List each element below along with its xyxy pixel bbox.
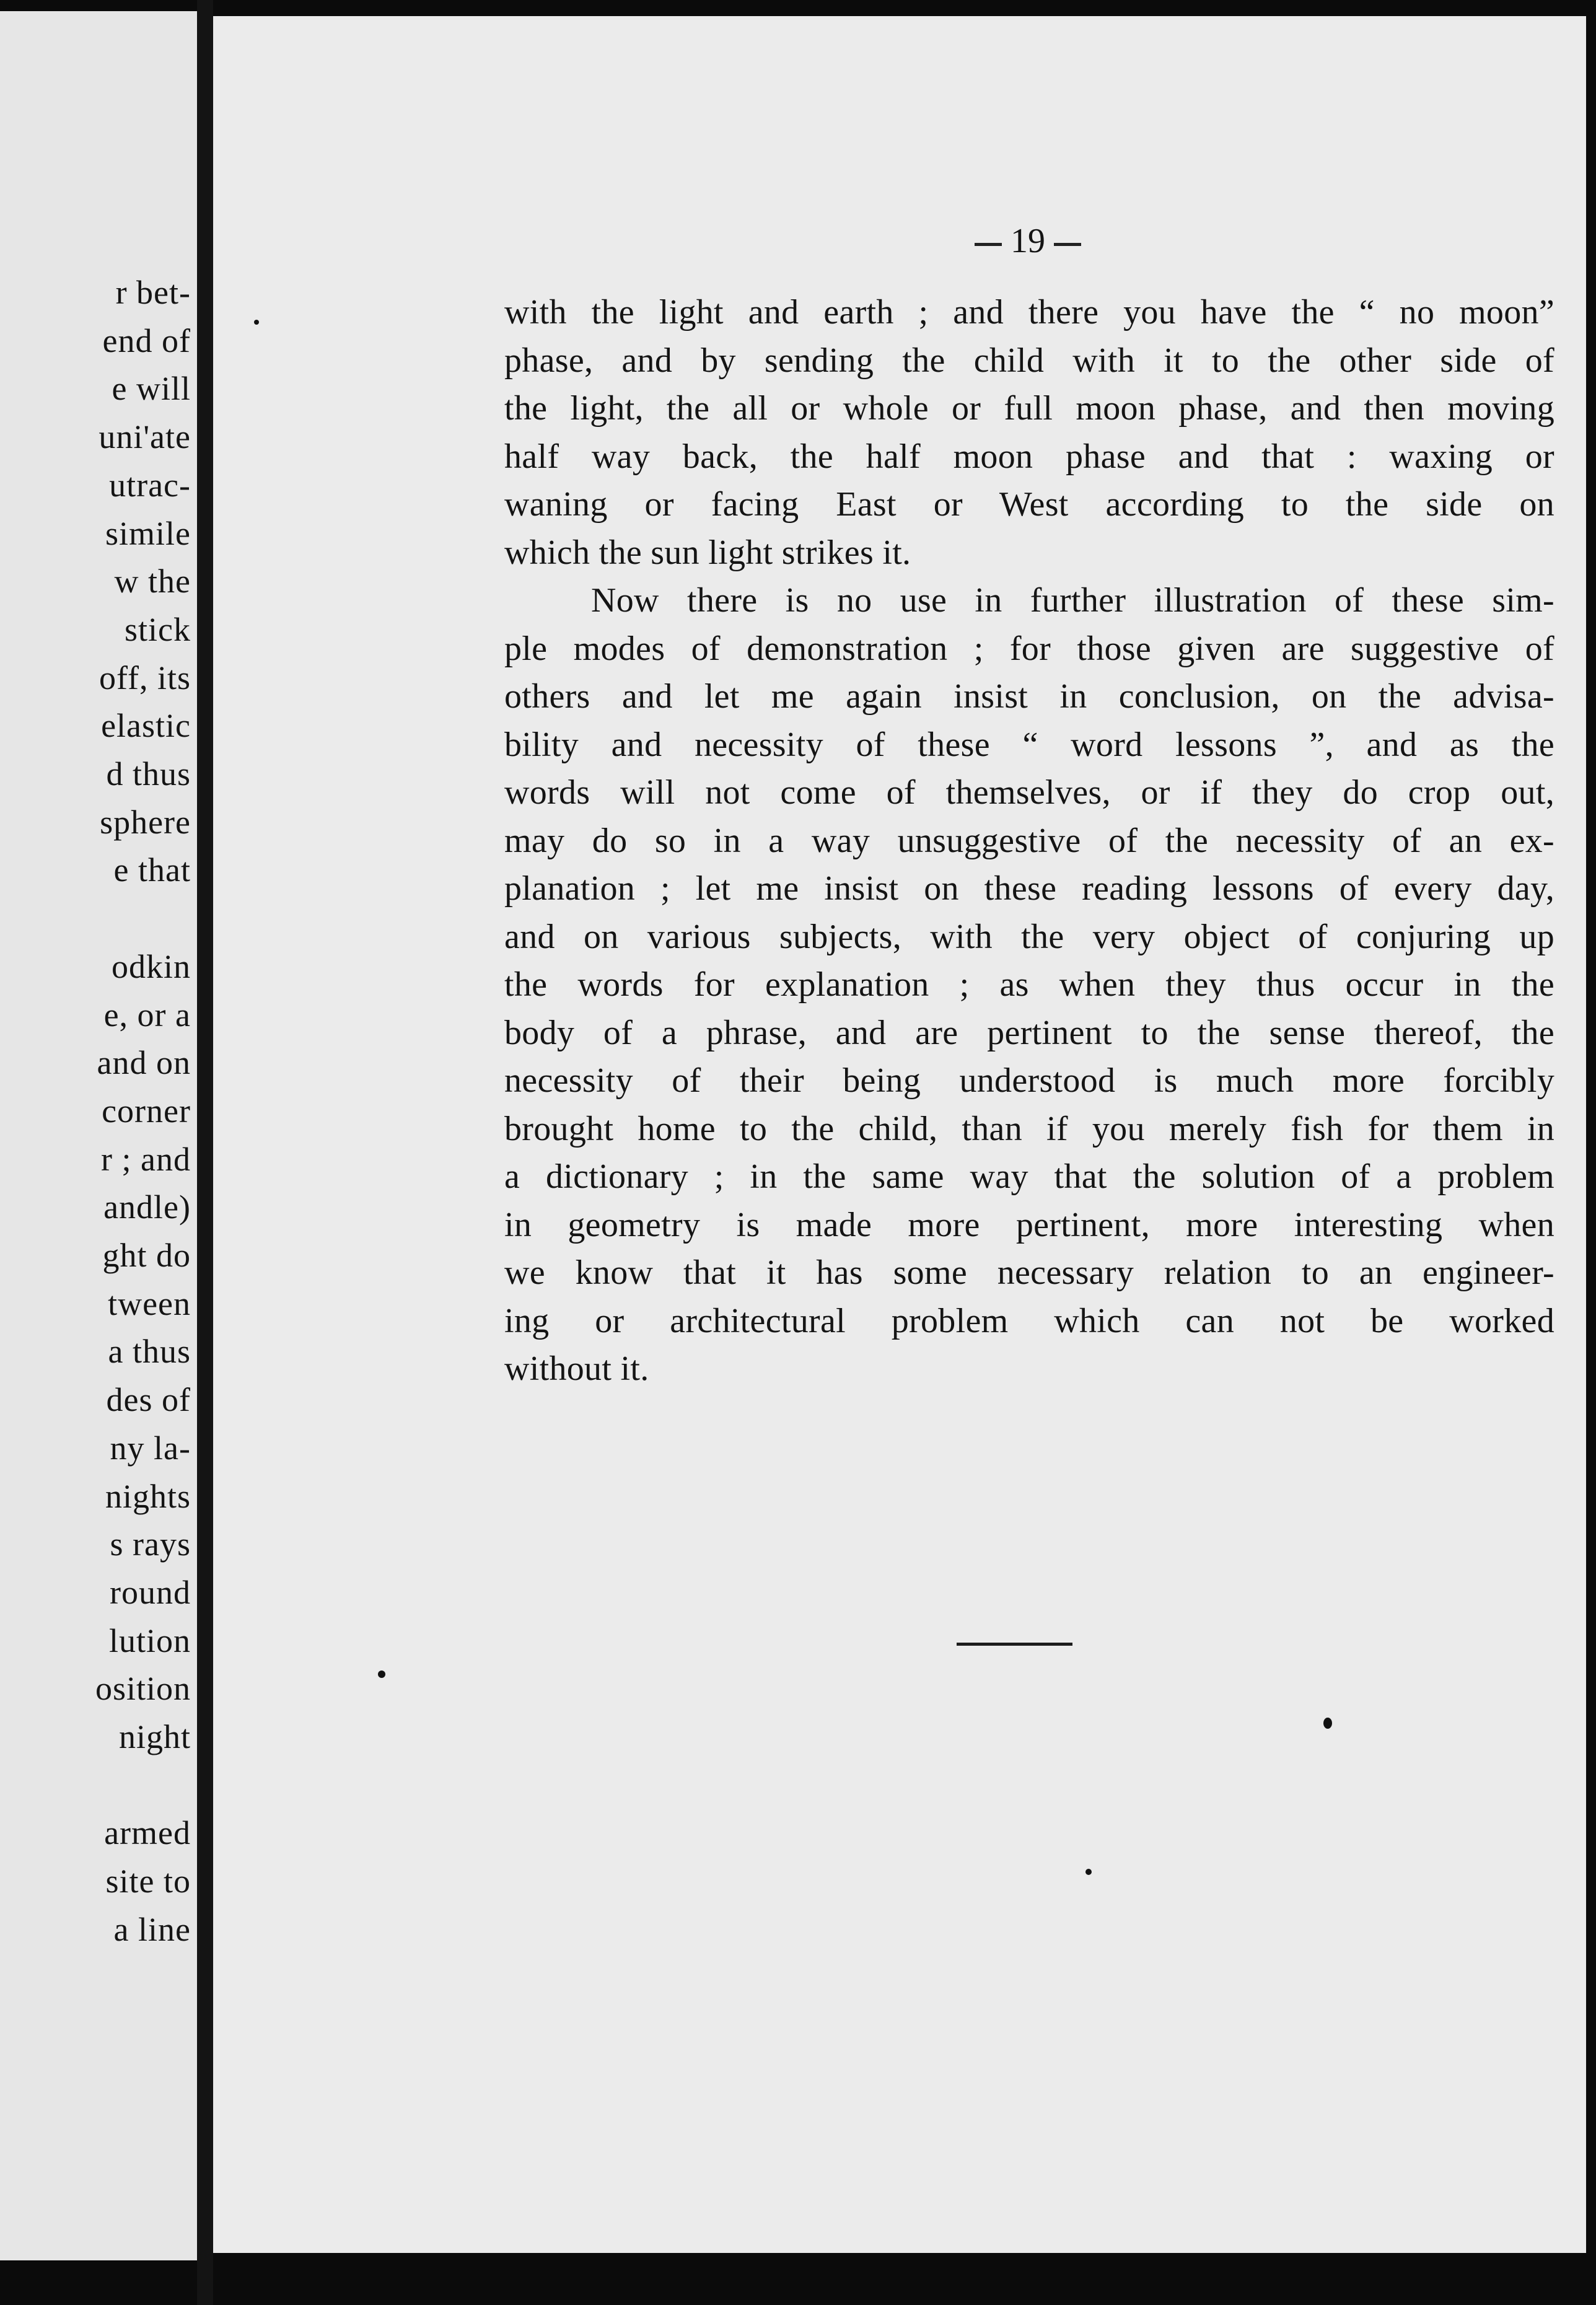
page-number [966, 219, 1090, 263]
previous-page-line: s rays [110, 1526, 191, 1563]
previous-page-line: e will [112, 370, 191, 408]
body-text-line: in geometry is made more pertinent, more interesting when [504, 1205, 1554, 1244]
body-text-line: half way back, the half moon phase and that : waxing or [504, 437, 1554, 476]
body-text-line: without it. [504, 1350, 649, 1388]
body-text-line: may do so in a way unsuggestive of the necessity of an ex- [504, 821, 1554, 860]
previous-page-line: utrac- [109, 466, 191, 504]
previous-page-line: ny la- [110, 1429, 191, 1467]
body-text-line: words will not come of themselves, or if they do crop out, [504, 773, 1554, 812]
scan-speck [1323, 1718, 1332, 1729]
previous-page-line: des of [106, 1381, 191, 1419]
body-text-line: bility and necessity of these “ word lessons ”, and as the [504, 725, 1554, 764]
body-text-line: a dictionary ; in the same way that the solution of a problem [504, 1157, 1554, 1196]
previous-page-line: lution [108, 1622, 191, 1659]
previous-page-line: stick [125, 610, 191, 648]
body-text-line: the words for explanation ; as when they thus occur in the [504, 965, 1554, 1004]
scan-speck [254, 320, 259, 325]
previous-page-line: andle) [103, 1188, 191, 1226]
body-text-line: phase, and by sending the child with it to the other side of [504, 341, 1554, 380]
scan-speck [1085, 1869, 1092, 1875]
previous-page-line: elastic [101, 707, 191, 745]
scan-speck [378, 1671, 385, 1678]
previous-page-line: osition [95, 1670, 191, 1708]
body-text-line: others and let me again insist in conclusion, on the advisa- [504, 677, 1554, 716]
previous-page-line: e that [113, 851, 191, 889]
previous-page-line: ght do [102, 1237, 191, 1274]
body-text-line: ple modes of demonstration ; for those given are suggestive of [504, 629, 1554, 668]
body-text [504, 289, 1554, 1394]
previous-page-line: site to [105, 1863, 191, 1900]
body-text-line: which the sun light strikes it. [504, 533, 911, 572]
body-text-line: Now there is no use in further illustration of these sim- [591, 581, 1554, 620]
body-text-line: brought home to the child, than if you merely fish for them in [504, 1109, 1554, 1148]
previous-page-line: w the [114, 563, 191, 600]
previous-page-line: off, its [99, 659, 191, 696]
previous-page-line: end of [102, 322, 191, 359]
previous-page-line: uni'ate [99, 418, 191, 456]
previous-page-edge [0, 11, 197, 2260]
body-text-line: and on various subjects, with the very object of conjuring up [504, 917, 1554, 956]
previous-page-line: round [110, 1573, 191, 1611]
page-number-dash-right [1054, 243, 1081, 246]
previous-page-line: simile [105, 514, 191, 552]
previous-page-line: r ; and [101, 1140, 191, 1178]
page-number-value: 19 [1011, 222, 1045, 260]
previous-page-line: d thus [106, 755, 191, 792]
previous-page-line: r bet- [115, 274, 191, 311]
body-text-line: with the light and earth ; and there you have the “ no moon” [504, 293, 1554, 331]
previous-page-line: tween [108, 1284, 191, 1322]
body-text-line: planation ; let me insist on these reading lessons of every day, [504, 869, 1554, 908]
previous-page-line: armed [104, 1814, 191, 1852]
body-text-line: body of a phrase, and are pertinent to the sense thereof, the [504, 1013, 1554, 1052]
section-end-rule [957, 1643, 1072, 1646]
body-text-line: waning or facing East or West according to the side on [504, 485, 1554, 524]
body-text-line: ing or architectural problem which can not be worked [504, 1301, 1554, 1340]
body-text-line: necessity of their being understood is much more forcibly [504, 1061, 1554, 1100]
page-number-dash-left [975, 243, 1002, 246]
current-page [213, 16, 1586, 2253]
body-text-line: the light, the all or whole or full moon phase, and then moving [504, 389, 1554, 428]
book-gutter [197, 0, 213, 2305]
body-text-line: we know that it has some necessary relation to an engineer- [504, 1253, 1554, 1292]
previous-page-line: a line [113, 1910, 191, 1948]
previous-page-line: e, or a [103, 996, 191, 1034]
previous-page-line: a thus [108, 1333, 191, 1371]
previous-page-line: odkin [111, 947, 191, 985]
previous-page-line: nights [105, 1477, 191, 1515]
previous-page-line: night [118, 1718, 191, 1755]
previous-page-line: and on [97, 1044, 191, 1082]
previous-page-line: sphere [100, 803, 191, 841]
previous-page-line: corner [102, 1092, 191, 1130]
